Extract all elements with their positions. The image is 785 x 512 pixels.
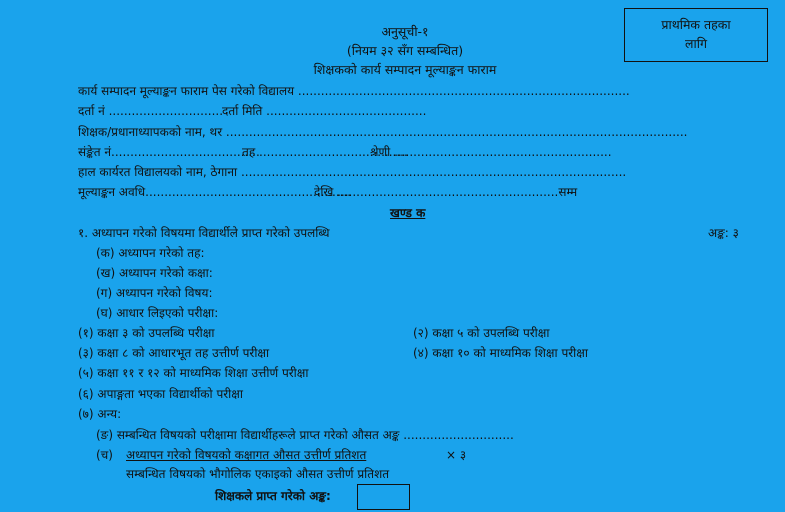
exam-3: (३) कक्षा ८ को आधारभूत तह उत्तीर्ण परीक्षा (78, 346, 270, 360)
score-label: शिक्षकले प्राप्त गरेको अङ्क: (215, 489, 331, 503)
grade-field: श्रेणी ......................................................... (370, 145, 612, 159)
sub-item-nga: (ङ) सम्बन्धित विषयको परीक्षामा विद्यार्थीहरूले प्राप्त गरेको औसत अङ्क ............................. (96, 428, 514, 442)
symbol-no-field: संङ्केत नं....................................... (78, 145, 260, 159)
schedule-title: अनुसूची-१ (381, 24, 429, 39)
marks-label: अङ्क: ३ (708, 226, 739, 240)
exam-6: (६) अपाङ्गता भएका विद्यार्थीको परीक्षा (78, 387, 243, 401)
current-school-field: हाल कार्यरत विद्यालयको नाम, ठेगाना ..................................................................................................... (78, 165, 627, 179)
reg-no-field: दर्ता नं .............................. (78, 104, 224, 118)
fraction-denominator: सम्बन्धित विषयको भौगोलिक एकाइको औसत उत्तीर्ण प्रतिशत (126, 467, 390, 481)
sub-item-ka: (क) अध्यापन गरेको तह: (96, 246, 205, 260)
section-heading: खण्ड क (390, 206, 426, 220)
level-box-line1: प्राथमिक तहका (661, 17, 731, 32)
school-field: कार्य सम्पादन मूल्याङ्कन फाराम पेस गरेको विद्यालय ....................................................................................... (78, 84, 630, 98)
level-box-line2: लागि (685, 36, 707, 51)
reg-date-field: दर्ता मिति .......................................... (222, 104, 427, 118)
sub-item-kha: (ख) अध्यापन गरेको कक्षा: (96, 266, 213, 280)
period-to-field: देखि ..........................................................सम्म (314, 185, 578, 199)
exam-7: (७) अन्य: (78, 407, 122, 421)
sub-item-ga: (ग) अध्यापन गरेको विषय: (96, 286, 213, 300)
sub-item-gha: (घ) आधार लिइएको परीक्षा: (96, 306, 219, 320)
level-field: तह ....................................... (242, 145, 408, 159)
exam-5: (५) कक्षा ११ र १२ को माध्यमिक शिक्षा उत्तीर्ण परीक्षा (78, 366, 309, 380)
item-1: १. अध्यापन गरेको विषयमा विद्यार्थीले प्राप्त गरेको उपलब्धि (78, 226, 330, 240)
exam-4: (४) कक्षा १० को माध्यमिक शिक्षा परीक्षा (413, 346, 589, 360)
exam-2: (२) कक्षा ५ को उपलब्धि परीक्षा (413, 326, 550, 340)
fraction-numerator: अध्यापन गरेको विषयको कक्षागत औसत उत्तीर्ण प्रतिशत (126, 448, 367, 462)
fraction-multiplier: × ३ (446, 448, 467, 462)
rule-reference: (नियम ३२ सँग सम्बन्धित) (346, 43, 464, 58)
level-box (624, 8, 768, 62)
form-title: शिक्षकको कार्य सम्पादन मूल्याङ्कन फाराम (313, 62, 497, 77)
teacher-name-field: शिक्षक/प्रधानाध्यापकको नाम, थर ......................................................................................................................... (78, 125, 688, 139)
score-box[interactable] (357, 484, 410, 510)
sub-item-cha-label: (च) (96, 448, 113, 462)
period-from-field: मूल्याङ्कन अवधि...................................................... (78, 185, 352, 199)
exam-1: (१) कक्षा ३ को उपलब्धि परीक्षा (78, 326, 215, 340)
